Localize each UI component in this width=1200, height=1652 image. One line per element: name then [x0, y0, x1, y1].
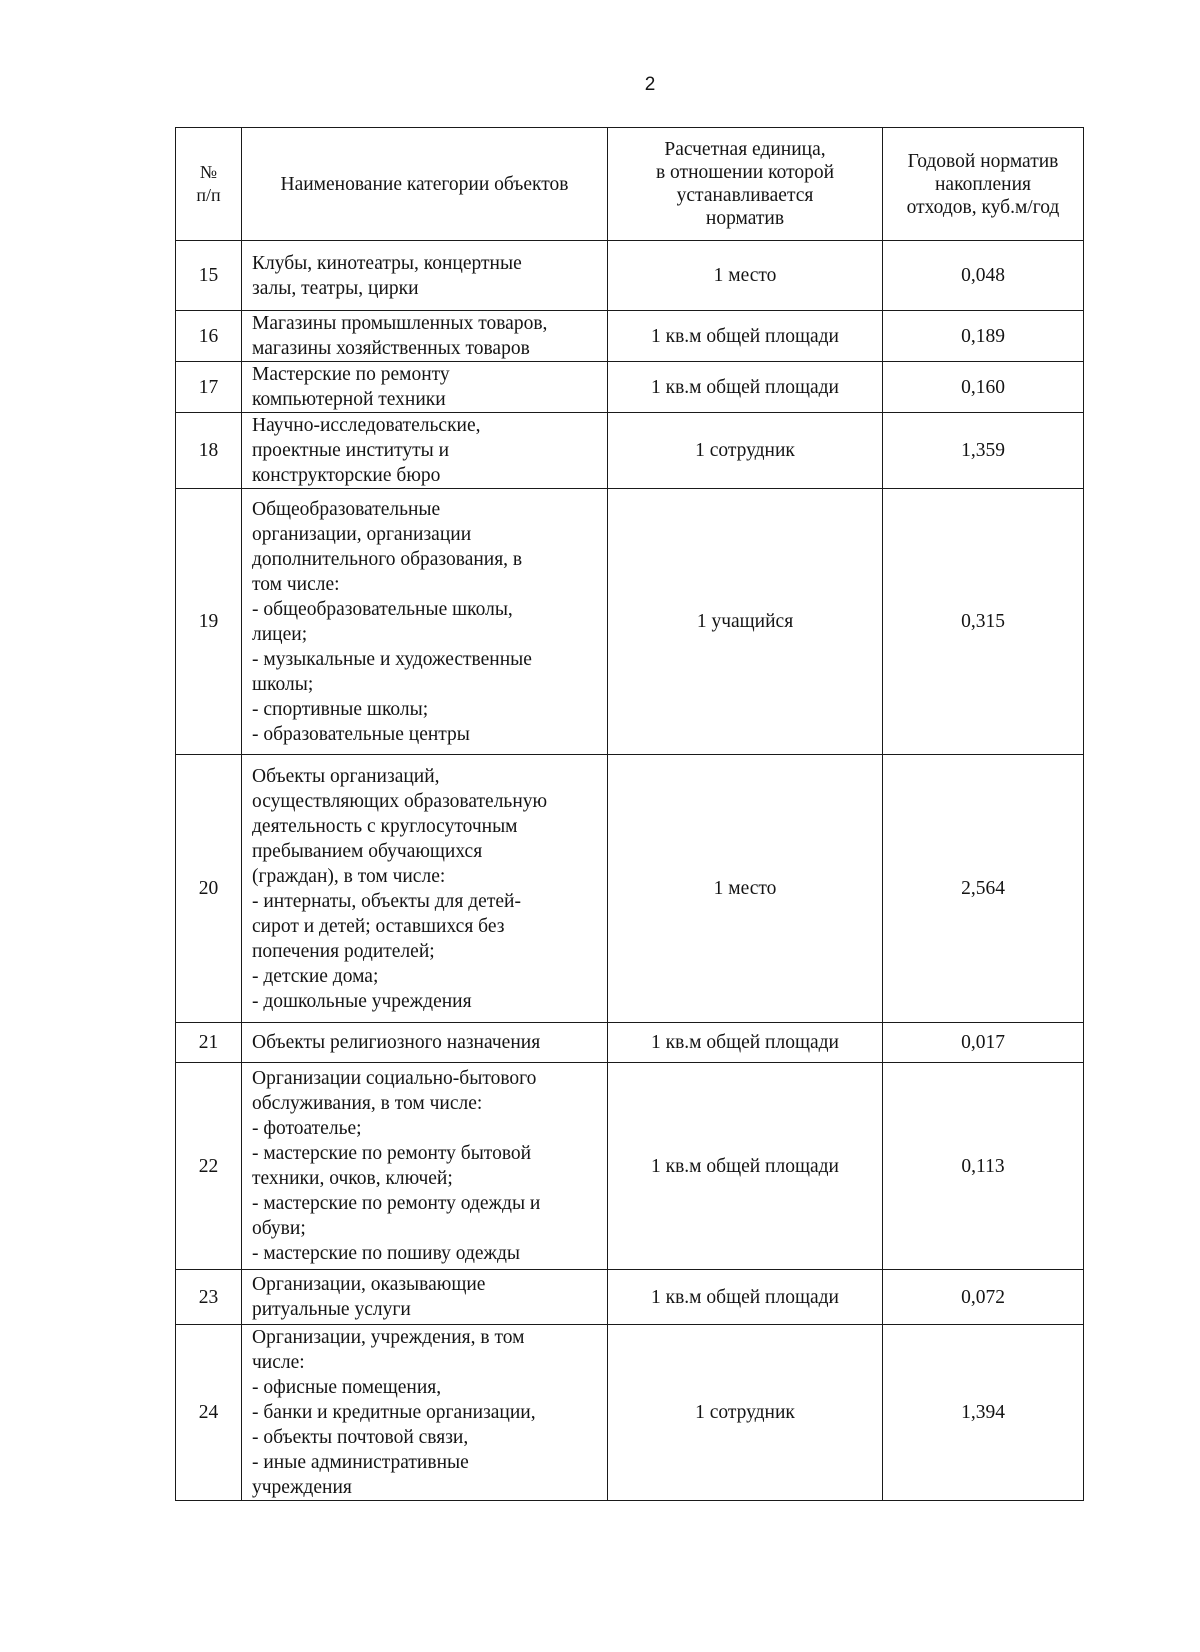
category-name-line: - мастерские по ремонту одежды и — [252, 1193, 541, 1214]
category-name-line: пребыванием обучающихся — [252, 840, 483, 862]
category-name-line: - банки и кредитные организации, — [252, 1402, 536, 1423]
table-row — [176, 1325, 1084, 1501]
category-name — [242, 1063, 608, 1270]
calculation-unit: 1 сотрудник — [608, 413, 883, 489]
calculation-unit: 1 кв.м общей площади — [608, 1270, 883, 1325]
category-name-line: Клубы, кинотеатры, концертные — [252, 252, 522, 274]
annual-norm-value: 0,160 — [883, 362, 1084, 413]
category-name-line: - детские дома; — [252, 965, 379, 987]
table-row — [176, 1063, 1084, 1270]
page-number: 2 — [644, 74, 656, 95]
calculation-unit: 1 кв.м общей площади — [608, 1063, 883, 1270]
category-name-line: сирот и детей; оставшихся без — [252, 915, 505, 937]
waste-norms-table — [175, 127, 1084, 1501]
table-row — [176, 755, 1084, 1023]
category-name-line: учреждения — [252, 1477, 352, 1498]
category-name-line: деятельность с круглосуточным — [252, 815, 518, 837]
category-name-line: Мастерские по ремонту — [252, 364, 450, 385]
category-name-line: осуществляющих образовательную — [252, 790, 548, 812]
header-number: № п/п — [176, 128, 242, 241]
category-name — [242, 241, 608, 311]
row-number: 24 — [176, 1325, 242, 1501]
annual-norm-value: 0,048 — [883, 241, 1084, 311]
category-name — [242, 1023, 608, 1063]
table-body — [176, 241, 1084, 1501]
calculation-unit: 1 кв.м общей площади — [608, 362, 883, 413]
table-row — [176, 1023, 1084, 1063]
category-name-line: попечения родителей; — [252, 940, 435, 962]
row-number: 19 — [176, 489, 242, 755]
table-row — [176, 362, 1084, 413]
category-name-line: (граждан), в том числе: — [252, 865, 446, 887]
annual-norm-value: 0,315 — [883, 489, 1084, 755]
annual-norm-value: 0,072 — [883, 1270, 1084, 1325]
annual-norm-value: 0,113 — [883, 1063, 1084, 1270]
category-name-line: - дошкольные учреждения — [252, 990, 472, 1012]
category-name — [242, 362, 608, 413]
row-number: 23 — [176, 1270, 242, 1325]
table-header-row — [176, 128, 1084, 241]
annual-norm-value: 1,359 — [883, 413, 1084, 489]
category-name-line: Объекты религиозного назначения — [252, 1032, 541, 1053]
category-name-line: - общеобразовательные школы, — [252, 598, 513, 620]
category-name-line: обслуживания, в том числе: — [252, 1093, 483, 1114]
row-number: 22 — [176, 1063, 242, 1270]
category-name-line: дополнительного образования, в — [252, 548, 523, 570]
category-name-line: техники, очков, ключей; — [252, 1168, 453, 1189]
category-name-line: - иные административные — [252, 1452, 469, 1473]
category-name-line: обуви; — [252, 1218, 306, 1239]
category-name-line: конструкторские бюро — [252, 465, 441, 486]
calculation-unit: 1 кв.м общей площади — [608, 311, 883, 362]
category-name-line: - мастерские по ремонту бытовой — [252, 1143, 532, 1164]
category-name-line: компьютерной техники — [252, 389, 446, 410]
calculation-unit: 1 место — [608, 241, 883, 311]
category-name-line: - офисные помещения, — [252, 1377, 442, 1398]
category-name-line: - объекты почтовой связи, — [252, 1427, 469, 1448]
annual-norm-value: 2,564 — [883, 755, 1084, 1023]
category-name-line: Организации, оказывающие — [252, 1274, 486, 1295]
category-name-line: магазины хозяйственных товаров — [252, 338, 530, 359]
row-number: 18 — [176, 413, 242, 489]
category-name-line: Научно-исследовательские, — [252, 415, 481, 436]
table-row — [176, 311, 1084, 362]
table-row — [176, 241, 1084, 311]
category-name-line: Магазины промышленных товаров, — [252, 313, 548, 334]
calculation-unit: 1 сотрудник — [608, 1325, 883, 1501]
category-name — [242, 755, 608, 1023]
category-name-line: - мастерские по пошиву одежды — [252, 1243, 521, 1264]
row-number: 15 — [176, 241, 242, 311]
category-name-line: залы, театры, цирки — [252, 277, 419, 299]
header-category: Наименование категории объектов — [242, 128, 608, 241]
category-name-line: проектные институты и — [252, 440, 450, 461]
category-name-line: Организации, учреждения, в том — [252, 1327, 525, 1348]
header-norm: Годовой норматив накопления отходов, куб.м/год — [883, 128, 1084, 241]
category-name-line: - фотоателье; — [252, 1118, 362, 1139]
category-name-line: - спортивные школы; — [252, 698, 429, 720]
calculation-unit: 1 учащийся — [608, 489, 883, 755]
category-name-line: ритуальные услуги — [252, 1299, 411, 1320]
category-name-line: Общеобразовательные — [252, 498, 441, 520]
category-name — [242, 311, 608, 362]
category-name-line: - интернаты, объекты для детей- — [252, 890, 521, 912]
category-name-line: - музыкальные и художественные — [252, 648, 532, 670]
table-row — [176, 413, 1084, 489]
category-name — [242, 489, 608, 755]
category-name-line: - образовательные центры — [252, 723, 470, 745]
row-number: 21 — [176, 1023, 242, 1063]
table-row — [176, 489, 1084, 755]
header-unit: Расчетная единица, в отношении которой устанавливается норматив — [608, 128, 883, 241]
category-name-line: Организации социально-бытового — [252, 1068, 537, 1089]
row-number: 20 — [176, 755, 242, 1023]
category-name-line: числе: — [252, 1352, 305, 1373]
annual-norm-value: 0,017 — [883, 1023, 1084, 1063]
category-name — [242, 1325, 608, 1501]
annual-norm-value: 1,394 — [883, 1325, 1084, 1501]
annual-norm-value: 0,189 — [883, 311, 1084, 362]
category-name-line: том числе: — [252, 573, 340, 595]
row-number: 16 — [176, 311, 242, 362]
calculation-unit: 1 кв.м общей площади — [608, 1023, 883, 1063]
category-name-line: организации, организации — [252, 523, 472, 545]
category-name — [242, 413, 608, 489]
category-name-line: Объекты организаций, — [252, 765, 440, 787]
category-name-line: школы; — [252, 673, 314, 695]
row-number: 17 — [176, 362, 242, 413]
category-name-line: лицеи; — [252, 623, 308, 645]
category-name — [242, 1270, 608, 1325]
calculation-unit: 1 место — [608, 755, 883, 1023]
table-row — [176, 1270, 1084, 1325]
